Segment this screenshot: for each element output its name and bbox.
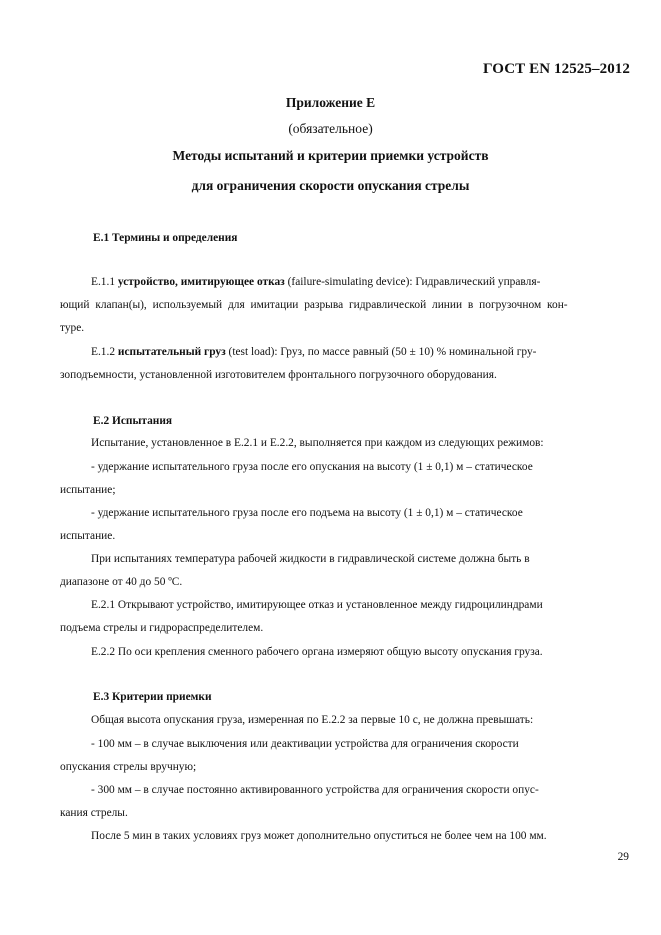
e21-line1: Е.2.1 Открывают устройство, имитирующее отказ и установленное между гидроцилиндрами	[91, 599, 543, 611]
section3-final: После 5 мин в таких условиях груз может дополнительно опуститься не более чем на 100 мм.	[91, 830, 547, 842]
temperature-line2: диапазоне от 40 до 50 ºС.	[60, 576, 183, 588]
section2-item1-line1: - удержание испытательного груза после его опускания на высоту (1 ± 0,1) м – статическое	[91, 461, 533, 473]
page-number: 29	[617, 851, 629, 863]
def2-line2: зоподъемности, установленной изготовителем фронтального погрузочного оборудования.	[60, 369, 497, 381]
def1-number: Е.1.1	[91, 276, 118, 288]
annex-status: (обязательное)	[288, 121, 373, 136]
def1-line3: туре.	[60, 322, 85, 334]
section2-item1-line2: испытание;	[60, 484, 116, 496]
standard-number: ГОСТ EN 12525–2012	[483, 61, 630, 77]
def1-line1	[91, 276, 631, 288]
section2-item2-line1: - удержание испытательного груза после его подъема на высоту (1 ± 0,1) м – статическое	[91, 507, 523, 519]
annex-heading-line2: для ограничения скорости опускания стрелы	[191, 178, 470, 193]
section2-item2-line2: испытание.	[60, 530, 116, 542]
annex-title: Приложение Е	[285, 95, 376, 110]
def1-line2: ющий клапан(ы), используемый для имитации разрыва гидравлической линии в погрузочном кон-	[60, 299, 568, 311]
section3-item2-line2: кания стрелы.	[60, 807, 128, 819]
section2-heading: Е.2 Испытания	[93, 415, 173, 427]
section1-heading: Е.1 Термины и определения	[93, 232, 238, 244]
e21-line2: подъема стрелы и гидрораспределителем.	[60, 622, 264, 634]
def1-rest: (failure-simulating device): Гидравлический управля-	[284, 276, 541, 288]
section3-item1-line2: опускания стрелы вручную;	[60, 761, 197, 773]
def1-term: устройство, имитирующее отказ	[117, 276, 285, 288]
section3-intro: Общая высота опускания груза, измеренная по Е.2.2 за первые 10 с, не должна превышать:	[91, 714, 534, 726]
section2-intro: Испытание, установленное в Е.2.1 и Е.2.2, выполняется при каждом из следующих режимов:	[91, 437, 544, 449]
e22-line: Е.2.2 По оси крепления сменного рабочего органа измеряют общую высоту опускания груза.	[91, 646, 543, 658]
def2-term: испытательный груз	[117, 346, 226, 358]
section3-item2-line1: - 300 мм – в случае постоянно активированного устройства для ограничения скорости опус-	[91, 784, 539, 796]
def2-line1	[91, 346, 631, 358]
temperature-line1: При испытаниях температура рабочей жидкости в гидравлической системе должна быть в	[91, 553, 530, 565]
section3-item1-line1: - 100 мм – в случае выключения или деактивации устройства для ограничения скорости	[91, 738, 519, 750]
annex-heading-line1: Методы испытаний и критерии приемки устройств	[172, 148, 489, 163]
def2-rest: (test load): Груз, по массе равный (50 ± 10) % номинальной гру-	[225, 346, 537, 358]
def2-number: Е.1.2	[91, 346, 118, 358]
section3-heading: Е.3 Критерии приемки	[93, 691, 212, 703]
